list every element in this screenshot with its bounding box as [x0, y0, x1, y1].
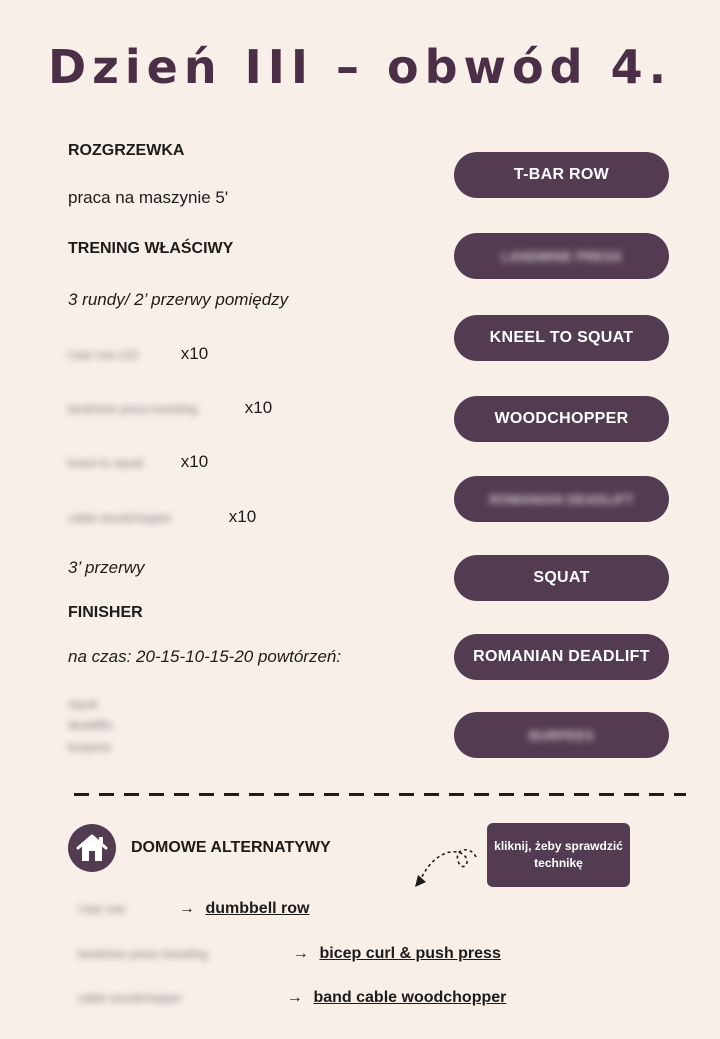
finisher-text: na czas: 20-15-10-15-20 powtórzeń: — [68, 647, 342, 666]
home-alternatives-heading: DOMOWE ALTERNATYWY — [131, 839, 331, 856]
technique-button-burpees[interactable] — [454, 712, 669, 758]
alternative-from: landmine press kneeling — [78, 947, 208, 961]
exercise-reps: x10 — [180, 452, 209, 471]
alternative-from: t-bar row — [78, 902, 126, 916]
technique-button-squat[interactable] — [454, 555, 669, 601]
button-label: SQUAT — [533, 569, 590, 586]
dashed-divider — [74, 793, 686, 796]
alternative-link-band-cable-woodchopper[interactable]: band cable woodchopper — [313, 989, 507, 1006]
exercise-name: kneel to squat — [68, 456, 143, 470]
exercise-row — [68, 452, 208, 472]
exercise-reps: x10 — [180, 344, 209, 363]
button-label: LANDMINE PRESS — [501, 248, 622, 264]
exercise-reps: x10 — [244, 398, 273, 417]
button-label: ROMANIAN DEADLIFT — [473, 648, 650, 665]
alternative-row — [78, 987, 506, 1007]
page-title: Dzień III – obwód 4. — [47, 40, 673, 94]
exercise-reps: x10 — [228, 507, 257, 526]
finisher-heading: FINISHER — [68, 604, 143, 621]
training-heading: TRENING WŁAŚCIWY — [68, 240, 234, 257]
exercise-name: cable woodchopper — [68, 511, 173, 525]
arrow-right-icon: → — [286, 989, 303, 1006]
rounds-text: 3 rundy/ 2’ przerwy pomiędzy — [68, 290, 289, 309]
alternative-row — [78, 898, 309, 918]
arrow-right-icon: → — [178, 900, 195, 917]
finisher-item: burpees — [68, 740, 112, 754]
alternative-from: cable woodchopper — [78, 991, 183, 1005]
button-label: BURPEES — [529, 727, 594, 743]
alternative-row — [78, 943, 501, 963]
exercise-name: t-bar row x10 — [68, 348, 139, 362]
exercise-name: landmine press kneeling — [68, 402, 198, 416]
button-label: T-BAR ROW — [513, 166, 610, 183]
curved-arrow-icon — [410, 845, 480, 895]
arrow-right-icon: → — [292, 945, 309, 962]
technique-button-kneel-to-squat[interactable] — [454, 315, 669, 361]
technique-button-woodchopper[interactable] — [454, 396, 669, 442]
technique-tip-box: kliknij, żeby sprawdzić technikę — [487, 823, 630, 887]
exercise-row — [68, 507, 256, 527]
finisher-item: squat — [68, 697, 98, 711]
technique-button-romanian-deadlift[interactable] — [454, 634, 669, 680]
button-label: KNEEL TO SQUAT — [489, 329, 634, 346]
rest-text: 3’ przerwy — [68, 558, 145, 577]
warmup-heading: ROZGRZEWKA — [68, 142, 185, 159]
exercise-row — [68, 398, 272, 418]
technique-button-romanian-deadlift-blurred[interactable] — [454, 476, 669, 522]
house-icon — [68, 824, 116, 872]
alternative-link-dumbbell-row[interactable]: dumbbell row — [205, 900, 310, 917]
button-label: WOODCHOPPER — [494, 410, 629, 427]
alternative-link-bicep-curl-push-press[interactable]: bicep curl & push press — [319, 945, 501, 962]
warmup-text: praca na maszynie 5' — [68, 188, 229, 207]
button-label: ROMANIAN DEADLIFT — [489, 491, 634, 507]
finisher-item: deadlifts — [68, 718, 113, 732]
technique-button-landmine-press[interactable] — [454, 233, 669, 279]
technique-button-t-bar-row[interactable] — [454, 152, 669, 198]
exercise-row — [68, 344, 208, 364]
